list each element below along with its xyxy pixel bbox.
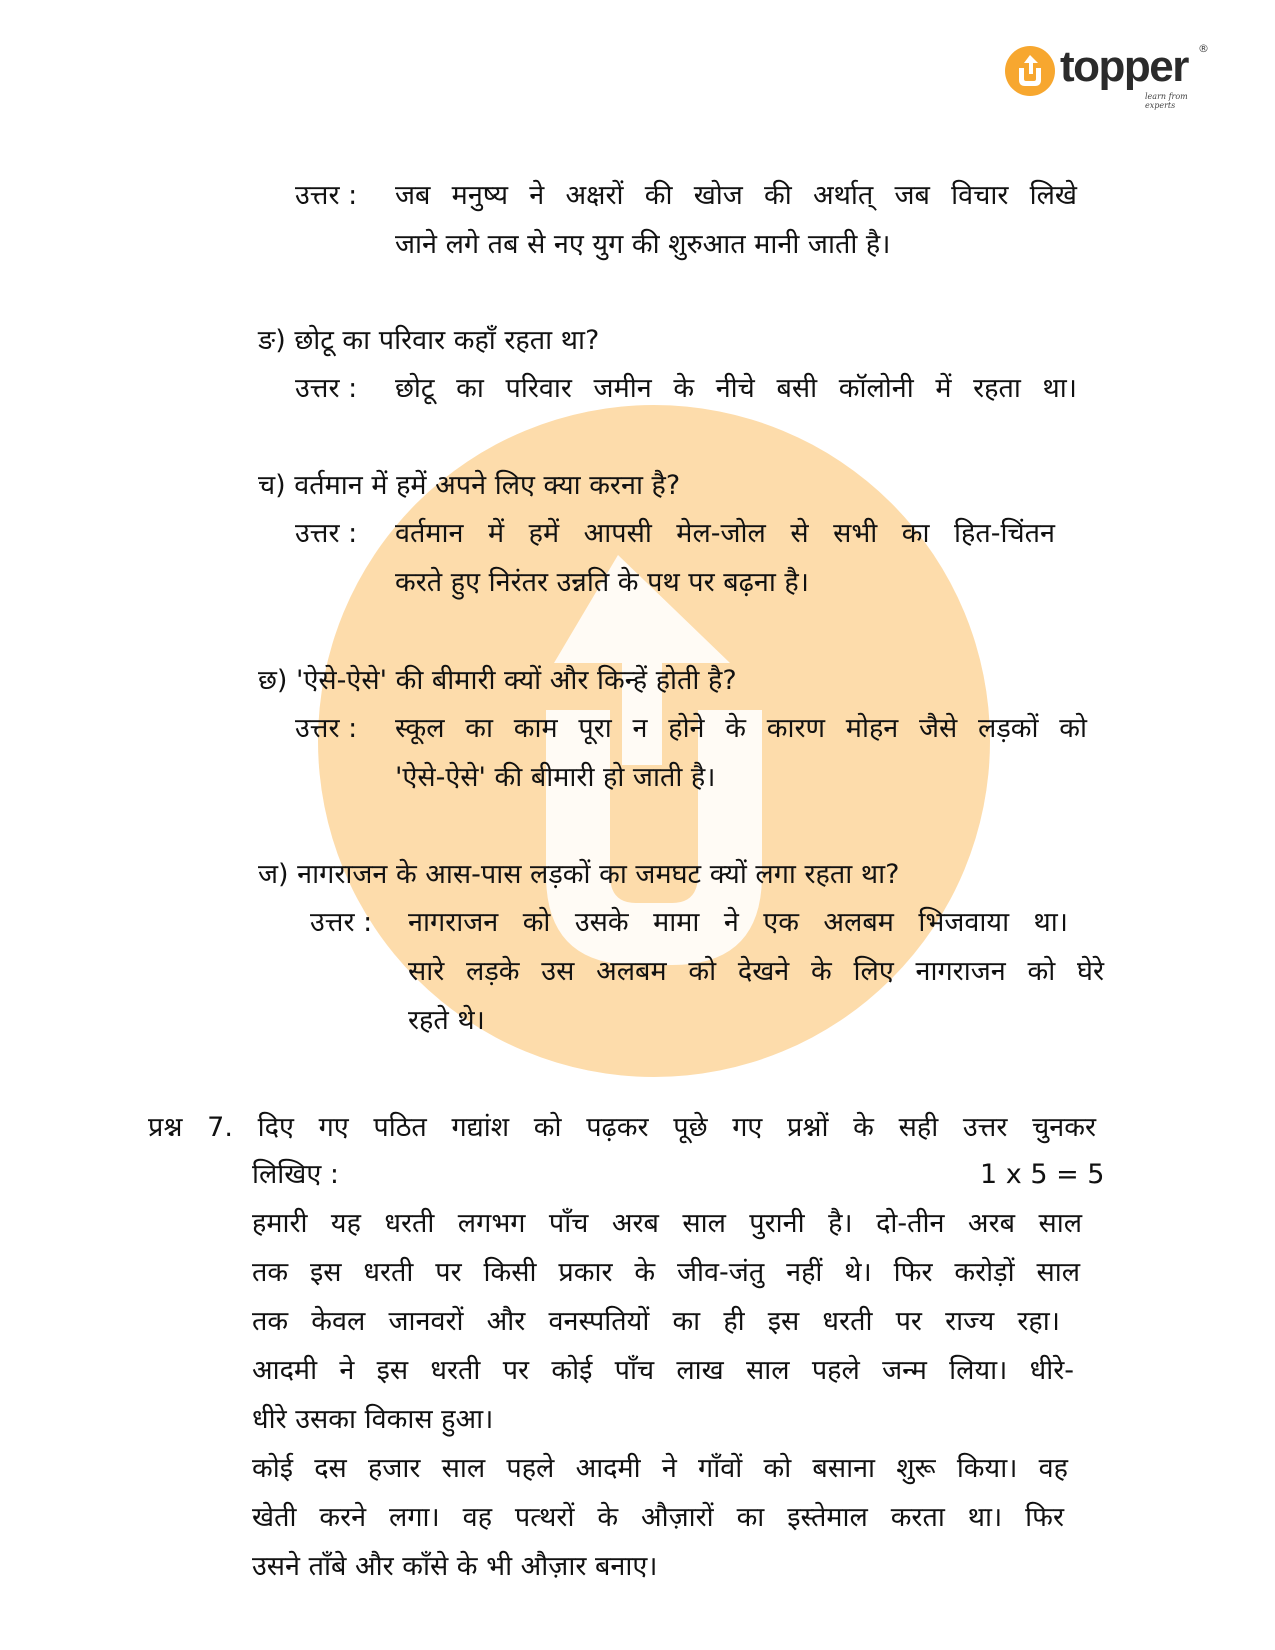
passage-line: हमारी यह धरती लगभग पाँच अरब साल पुरानी है। दो-तीन अरब साल	[252, 1208, 1082, 1239]
answer-label: उत्तर :	[295, 180, 358, 211]
passage-line: उसने ताँबे और काँसे के भी औज़ार बनाए।	[252, 1551, 658, 1582]
brand-tagline: learn from experts	[1145, 92, 1188, 110]
answer-line: जब मनुष्य ने अक्षरों की खोज की अर्थात् जब विचार लिखे	[395, 180, 1077, 211]
passage-line: आदमी ने इस धरती पर कोई पाँच लाख साल पहले जन्म लिया। धीरे-	[252, 1355, 1074, 1386]
answer-line: जाने लगे तब से नए युग की शुरुआत मानी जाती है।	[395, 229, 891, 260]
answer-line: नागराजन को उसके मामा ने एक अलबम भिजवाया था।	[408, 907, 1068, 938]
question-text: ङ) छोटू का परिवार कहाँ रहता था?	[258, 325, 600, 356]
passage-line: तक इस धरती पर किसी प्रकार के जीव-जंतु नहीं थे। फिर करोड़ों साल	[252, 1257, 1080, 1288]
passage-line: धीरे उसका विकास हुआ।	[252, 1404, 494, 1435]
passage-line: खेती करने लगा। वह पत्थरों के औज़ारों का इस्तेमाल करता था। फिर	[252, 1502, 1064, 1533]
passage-line: तक केवल जानवरों और वनस्पतियों का ही इस धरती पर राज्य रहा।	[252, 1306, 1060, 1337]
answer-line: स्कूल का काम पूरा न होने के कारण मोहन जैसे लड़कों को	[395, 713, 1087, 744]
answer-label: उत्तर :	[295, 373, 358, 404]
passage-line: कोई दस हजार साल पहले आदमी ने गाँवों को बसाना शुरू किया। वह	[252, 1453, 1068, 1484]
answer-line: 'ऐसे-ऐसे' की बीमारी हो जाती है।	[395, 762, 716, 793]
brand-logo	[1005, 42, 1215, 110]
question-7-instruction: लिखिए :	[252, 1159, 339, 1190]
answer-label: उत्तर :	[295, 518, 358, 549]
question-text: छ) 'ऐसे-ऐसे' की बीमारी क्यों और किन्हें होती है?	[258, 665, 737, 696]
question-7-heading: प्रश्न 7. दिए गए पठित गद्यांश को पढ़कर पूछे गए प्रश्नों के सही उत्तर चुनकर	[148, 1112, 1096, 1143]
brand-name: topper	[1060, 42, 1188, 91]
answer-line: रहते थे।	[408, 1005, 485, 1036]
marks-allocation: 1 x 5 = 5	[980, 1159, 1105, 1190]
answer-line: वर्तमान में हमें आपसी मेल-जोल से सभी का हित-चिंतन	[395, 518, 1055, 549]
registered-mark: ®	[1198, 42, 1209, 55]
answer-label: उत्तर :	[310, 907, 373, 938]
answer-line: करते हुए निरंतर उन्नति के पथ पर बढ़ना है।	[395, 567, 809, 598]
brand-logo-icon	[1005, 46, 1055, 96]
question-text: ज) नागराजन के आस-पास लड़कों का जमघट क्यों लगा रहता था?	[258, 859, 900, 890]
question-text: च) वर्तमान में हमें अपने लिए क्या करना है?	[258, 470, 681, 501]
answer-label: उत्तर :	[295, 713, 358, 744]
answer-line: छोटू का परिवार जमीन के नीचे बसी कॉलोनी में रहता था।	[395, 373, 1077, 404]
answer-line: सारे लड़के उस अलबम को देखने के लिए नागराजन को घेरे	[408, 956, 1104, 987]
